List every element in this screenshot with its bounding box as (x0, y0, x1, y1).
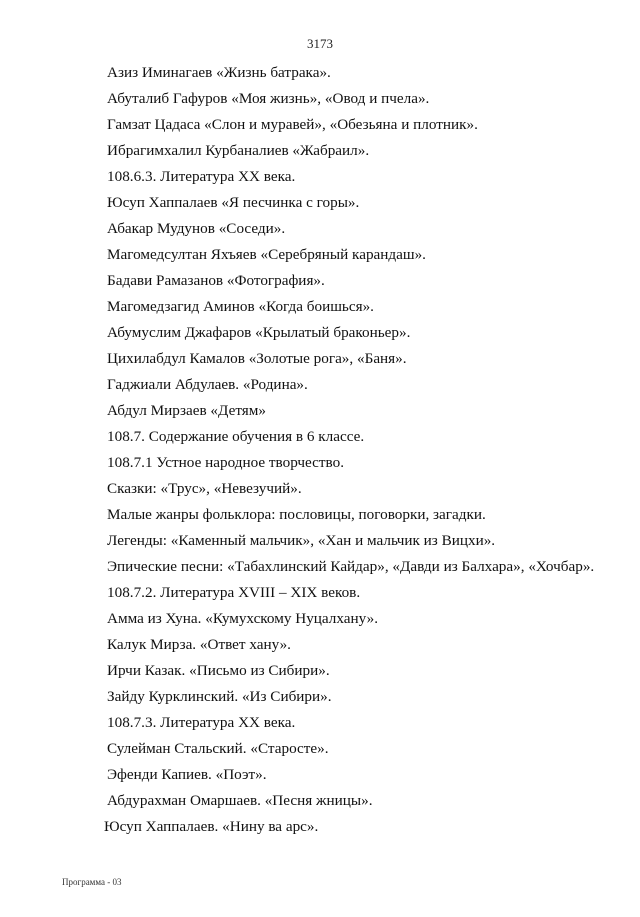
text-line: Азиз Иминагаев «Жизнь батрака». (107, 64, 331, 81)
text-line: Абдурахман Омаршаев. «Песня жницы». (107, 792, 373, 809)
section-heading: 108.7. Содержание обучения в 6 классе. (107, 428, 365, 445)
text-line: Ибрагимхалил Курбаналиев «Жабраил». (107, 142, 370, 159)
text-line: Гаджиали Абдулаев. «Родина». (107, 376, 308, 393)
text-line: Эпические песни: «Табахлинский Кайдар», «Давди из Балхара», «Хочбар». (107, 558, 595, 575)
section-heading: 108.7.2. Литература XVIII – XIX веков. (107, 584, 361, 601)
section-heading: 108.6.3. Литература XX века. (107, 168, 296, 185)
section-heading: 108.7.3. Литература XX века. (107, 714, 296, 731)
text-line: Зайду Курклинский. «Из Сибири». (107, 688, 332, 705)
text-line: Магомедсултан Яхъяев «Серебряный карандаш». (107, 246, 426, 263)
text-line: Амма из Хуна. «Кумухскому Нуцалхану». (107, 610, 378, 627)
text-line: Легенды: «Каменный мальчик», «Хан и мальчик из Вицхи». (107, 532, 496, 549)
text-line: Эфенди Капиев. «Поэт». (107, 766, 267, 783)
text-line: Юсуп Хаппалаев «Я песчинка с горы». (107, 194, 360, 211)
text-line: Абакар Мудунов «Соседи». (107, 220, 286, 237)
text-line: Малые жанры фольклора: пословицы, поговорки, загадки. (107, 506, 486, 523)
text-line: Магомедзагид Аминов «Когда боишься». (107, 298, 374, 315)
text-line: Калук Мирза. «Ответ хану». (107, 636, 291, 653)
text-line: Абуталиб Гафуров «Моя жизнь», «Овод и пчела». (107, 90, 430, 107)
text-line: Сказки: «Трус», «Невезучий». (107, 480, 302, 497)
text-line: Бадави Рамазанов «Фотография». (107, 272, 325, 289)
text-line: Абумуслим Джафаров «Крылатый браконьер». (107, 324, 411, 341)
text-line: Юсуп Хаппалаев. «Нину ва арс». (104, 818, 319, 835)
text-line: Цихилабдул Камалов «Золотые рога», «Баня». (107, 350, 407, 367)
text-line: Ирчи Казак. «Письмо из Сибири». (107, 662, 330, 679)
page-number: 3173 (307, 36, 333, 51)
text-line: Гамзат Цадаса «Слон и муравей», «Обезьяна и плотник». (107, 116, 478, 133)
text-line: Сулейман Стальский. «Старосте». (107, 740, 329, 757)
page-footer: Программа - 03 (62, 877, 122, 887)
text-line: Абдул Мирзаев «Детям» (107, 402, 266, 419)
section-heading: 108.7.1 Устное народное творчество. (107, 454, 345, 471)
